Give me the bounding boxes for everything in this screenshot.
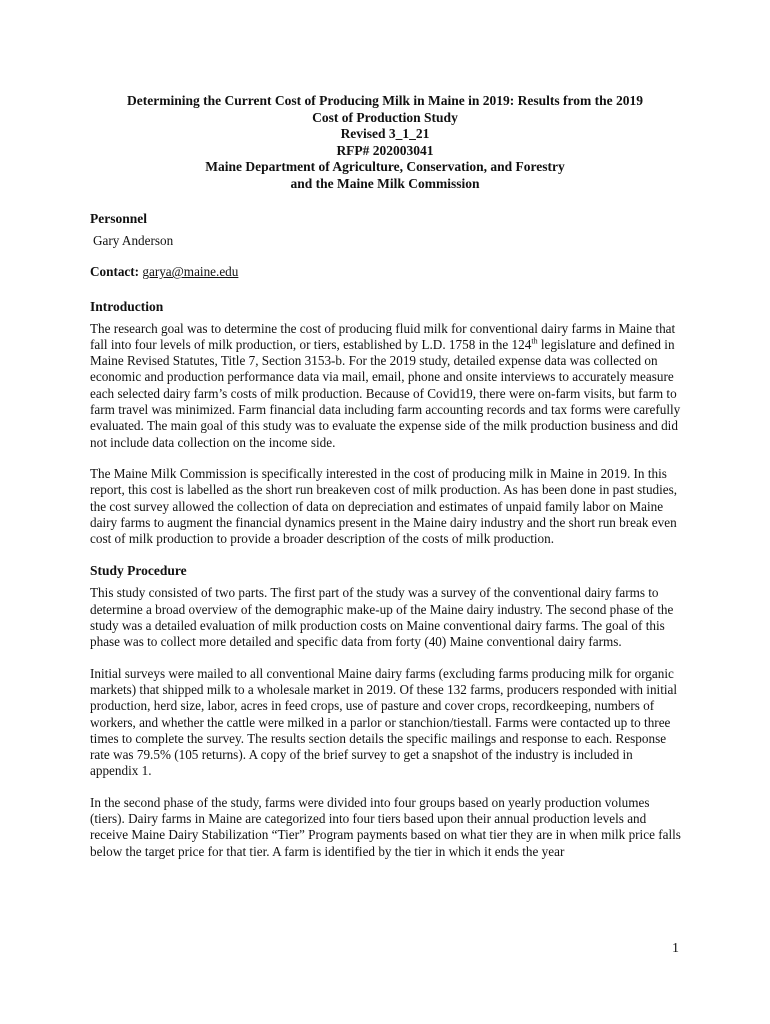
rfp-number: RFP# 202003041 (336, 142, 434, 158)
introduction-paragraph-2: The Maine Milk Commission is specifically interested in the cost of producing milk in Maine in 2019. In this report, this cost is labelled as the short run breakeven cost of milk production. As has been done in past studies, the cost survey allowed the collection of data on depreciation and estimates of unpaid family labor on Maine dairy farms to augment the financial dynamics present in the Maine dairy industry and the short run break even cost of milk production to provide a broader description of the costs of milk production. (90, 465, 678, 547)
page-number: 1 (672, 941, 679, 956)
ordinal-superscript: th (531, 336, 538, 346)
department-name: Maine Department of Agriculture, Conservation, and Forestry (205, 159, 565, 175)
contact-label: Contact: (90, 264, 140, 280)
introduction-heading: Introduction (90, 298, 164, 314)
contact-line (90, 264, 682, 280)
study-procedure-heading: Study Procedure (90, 563, 187, 579)
introduction-paragraph-1 (90, 321, 682, 451)
document-body (90, 210, 682, 875)
intro-p1-text-b: legislature and defined in Maine Revised Statutes, Title 7, Section 3153-b. For the 2019 study, detailed expense data was collected on economic and production performance data via mail, email, phone and onsite interviews to accurately measure each selected dairy farm’s costs of milk production. Because of Covid19, there were on-farm visits, but farm to farm travel was minimized. Farm financial data including farm accounting records and tax forms were carefully evaluated. The main goal of this study was to evaluate the expense side of the milk production business and did not include data collection on the income side. (90, 336, 681, 450)
study-procedure-paragraph-3: In the second phase of the study, farms were divided into four groups based on yearly production volumes (tiers). Dairy farms in Maine are categorized into four tiers based upon their annual production levels and receive Maine Dairy Stabilization “Tier” Program payments based on what tier they are in when milk price falls below the target price for that tier. A farm is identified by the tier in which it ends the year (90, 794, 681, 859)
study-procedure-paragraph-1: This study consisted of two parts. The first part of the study was a survey of the conventional dairy farms to determine a broad overview of the demographic make-up of the Maine dairy industry. The second phase of the study was a detailed evaluation of milk production costs on Maine conventional dairy farms. The goal of this phase was to collect more detailed and specific data from forty (40) Maine conventional dairy farms. (90, 585, 674, 650)
document-header (80, 93, 690, 193)
personnel-heading: Personnel (90, 211, 147, 226)
commission-name: and the Maine Milk Commission (290, 175, 480, 191)
title-line-1: Determining the Current Cost of Producing Milk in Maine in 2019: Results from the 2019 (127, 93, 643, 108)
study-procedure-paragraph-2: Initial surveys were mailed to all conventional Maine dairy farms (excluding farms producing milk for organic markets) that shipped milk to a wholesale market in 2019. Of these 132 farms, producers responded with initial production, herd size, labor, acres in feed crops, use of pasture and cover crops, recordkeeping, numbers of workers, and whether the cattle were milked in a parlor or stanchion/tiestall. Farms were contacted up to three times to complete the survey. The results section details the specific mailings and response to each. Response rate was 79.5% (105 returns). A copy of the brief survey to get a snapshot of the industry is included in appendix 1. (90, 665, 678, 779)
revision-label: Revised 3_1_21 (340, 126, 430, 142)
title-line-2: Cost of Production Study (312, 109, 458, 125)
personnel-name: Gary Anderson (93, 233, 174, 248)
intro-p1-text-a: The research goal was to determine the cost of producing fluid milk for conventional dairy farms in Maine that fall into four levels of milk production, or tiers, established by L.D. 1758 in the 124 (90, 320, 676, 352)
contact-email-link[interactable]: garya@maine.edu (142, 264, 239, 280)
